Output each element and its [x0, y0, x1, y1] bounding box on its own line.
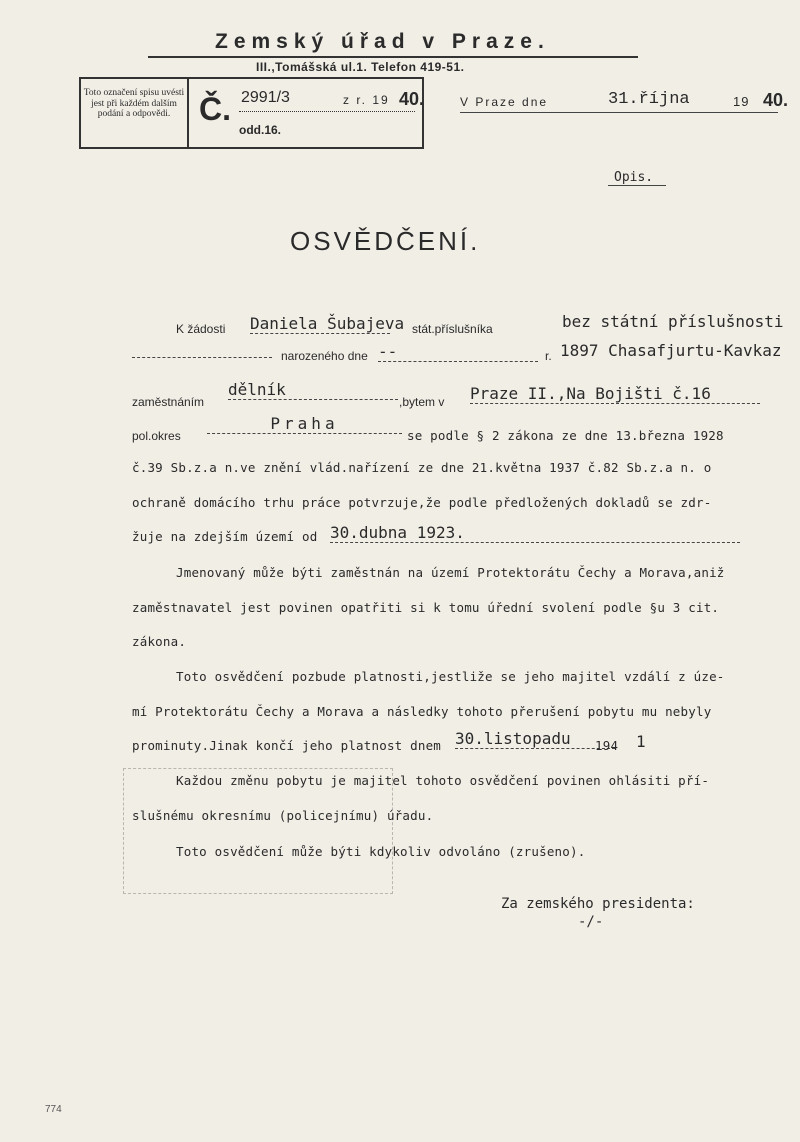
- signature-line: Za zemského presidenta:: [501, 896, 695, 912]
- office-title: Zemský úřad v Praze.: [215, 30, 550, 53]
- reference-number: 2991/3: [241, 89, 290, 106]
- header-rule: [148, 56, 638, 58]
- dateline-place: V Praze dne: [460, 95, 549, 109]
- paragraph-1-line-2: zaměstnavatel jest povinen opatřiti si k tomu úřední svolení podle §u 3 cit.: [132, 600, 720, 615]
- applicant-name: Daniela Šubajeva: [250, 314, 405, 333]
- residence-value: Praze II.,Na Bojišti č.16: [470, 384, 760, 404]
- paragraph-2-line-2: mí Protektorátu Čechy a Morava a následky tohoto přerušení pobytu mu nebyly: [132, 704, 712, 719]
- validity-label: prominuty.Jinak končí jeho platnost dnem: [132, 738, 442, 753]
- citizen-label: stát.příslušníka: [412, 322, 493, 336]
- form-request-label: K žádosti: [176, 322, 226, 336]
- office-address: III.,Tomášská ul.1. Telefon 419-51.: [256, 60, 465, 74]
- stay-since-date: 30.dubna 1923.: [330, 523, 740, 543]
- birth-year-prefix: r.: [545, 349, 552, 363]
- birth-place: 1897 Chasafjurtu-Kavkaz: [560, 341, 782, 360]
- paragraph-1-line-3: zákona.: [132, 634, 187, 649]
- legal-line-2: č.39 Sb.z.a n.ve znění vlád.nařízení ze dne 21.května 1937 č.82 Sb.z.a n. o: [132, 460, 712, 475]
- residence-label: ,bytem v: [399, 395, 445, 409]
- paragraph-3-line-2: slušnému okresnímu (policejnímu) úřadu.: [132, 808, 434, 823]
- paragraph-3-line-1: Každou změnu pobytu je majitel tohoto osvědčení povinen ohlásiti pří-: [176, 773, 710, 788]
- reference-rule: [239, 111, 415, 112]
- dateline-rule: [460, 112, 778, 113]
- district-value: Praha: [207, 414, 402, 434]
- validity-date: 30.listopadu: [455, 729, 615, 749]
- reference-note: Toto označení spisu uvésti jest při každém dalším podání a odpovědi.: [81, 79, 189, 147]
- birth-day: --: [378, 342, 538, 362]
- legal-line-3: ochraně domácího trhu práce potvrzuje,že podle předložených dokladů se zdr-: [132, 495, 712, 510]
- paragraph-4: Toto osvědčení může býti kdykoliv odvoláno (zrušeno).: [176, 844, 586, 859]
- signature-mark: -/-: [578, 914, 604, 930]
- nationality-value: bez státní příslušnosti: [562, 312, 784, 331]
- legal-line-1: se podle § 2 zákona ze dne 13.března 1928: [407, 428, 724, 443]
- reference-year-prefix: z r. 19: [343, 93, 390, 107]
- archive-number: 774: [45, 1104, 62, 1115]
- copy-label: Opis.: [614, 170, 654, 185]
- copy-rule: [608, 185, 666, 186]
- form-blank: [132, 345, 272, 358]
- stay-since-label: žuje na zdejším území od: [132, 529, 318, 544]
- reference-box: [79, 77, 424, 149]
- reference-year: 40.: [399, 89, 425, 109]
- paragraph-2-line-1: Toto osvědčení pozbude platnosti,jestliže se jeho majitel vzdálí z úze-: [176, 669, 725, 684]
- occupation-value: dělník: [228, 380, 398, 400]
- paragraph-1-line-1: Jmenovaný může býti zaměstnán na území Protektorátu Čechy a Morava,aniž: [176, 565, 725, 580]
- validity-year: 1: [636, 732, 646, 751]
- dateline-date: 31.října: [608, 90, 690, 109]
- birth-label: narozeného dne: [281, 349, 368, 363]
- reference-department: odd.16.: [239, 123, 282, 137]
- document-title: OSVĚDČENÍ.: [290, 226, 481, 256]
- validity-year-prefix: 194: [595, 738, 619, 753]
- district-label: pol.okres: [132, 429, 181, 443]
- dateline-year: 40.: [763, 90, 789, 110]
- reference-letter: Č.: [199, 91, 231, 127]
- occupation-label: zaměstnáním: [132, 395, 205, 409]
- dateline-year-prefix: 19: [733, 94, 750, 109]
